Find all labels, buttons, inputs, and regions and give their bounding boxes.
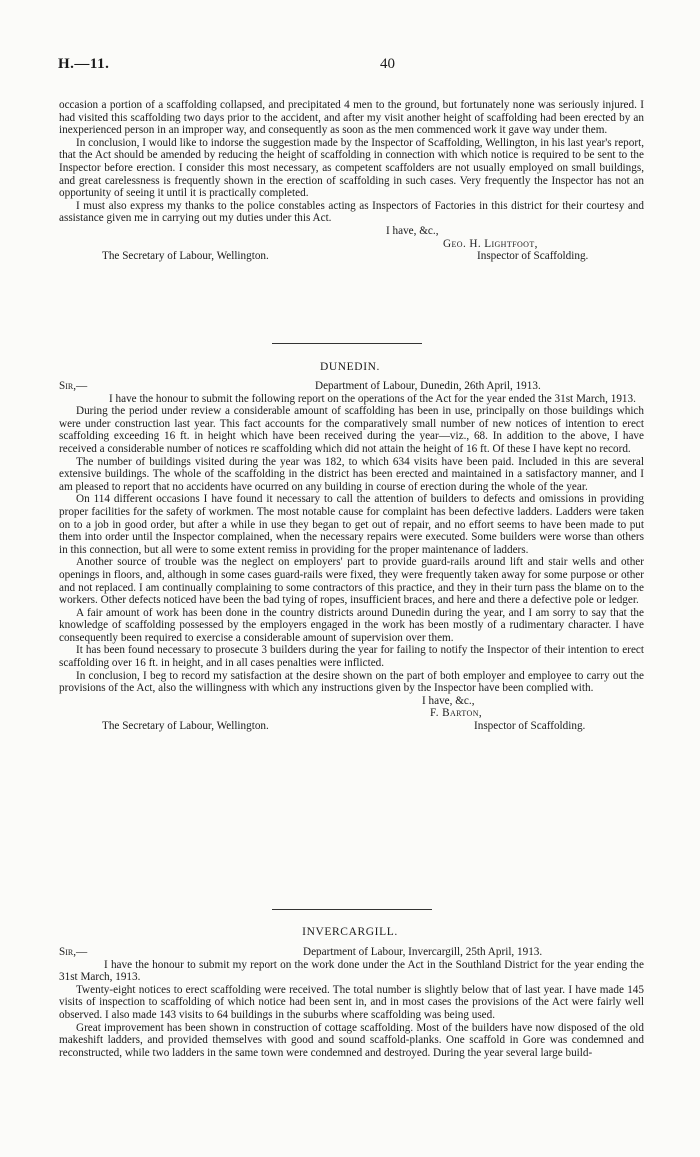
paragraph: Another source of trouble was the neglect on employers' part to provide guard-rails around lift and stair wells and other openings in floors, and, although in some cases guard-rails were fixed, they were frequently taken away for some purpose or other and not replaced. I am continually complaining to some contractors of this practice, and they in their turn pass the blame on to the workers. Other defects noticed have been the bad tying of ropes, insufficient braces, and here and there a defective pole or ledger. <box>59 556 644 607</box>
dateline: Department of Labour, Dunedin, 26th April, 1913. <box>315 380 541 392</box>
section-heading-invercargill: INVERCARGILL. <box>302 926 398 938</box>
page-header <box>58 58 648 78</box>
section-divider <box>272 343 422 344</box>
paragraph: occasion a portion of a scaffolding collapsed, and precipitated 4 men to the ground, but fortunately none was seriously injured. I had visited this scaffolding two days prior to the accident, and after my visit another height of scaffolding had been erected by an inexperienced person in an improper way, and consequently as soon as the men commenced work it gave way under them. <box>59 99 644 137</box>
paragraph: On 114 different occasions I have found it necessary to call the attention of builders to defects and omissions in providing proper facilities for the safety of workmen. The most notable cause for complaint has been defective ladders. Ladders were taken on to a job in good order, but after a while in use they began to get out of repair, and no effort seems to have been made to put them into order until the Inspector complained, when the necessary repairs were executed. Some builders were worse than others in this connection, but all were to some extent remiss in providing for the proper maintenance of ladders. <box>59 493 644 556</box>
signatory: Geo. H. Lightfoot, <box>443 237 538 250</box>
paragraph: The number of buildings visited during the year was 182, to which 634 visits have been paid. Included in this are several extensive buildings. The whole of the scaffolding in the district has been erected and maintained in a satisfactory manner, and I am pleased to report that no accidents have ocurred on any building in course of erection during the whole of the year. <box>59 455 644 493</box>
closing: I have, &c., <box>422 694 475 707</box>
section-divider <box>272 909 432 910</box>
closing: I have, &c., <box>386 224 439 237</box>
closing-line <box>59 695 644 708</box>
signature-line <box>59 238 644 251</box>
signatory-title: Inspector of Scaffolding. <box>477 250 589 263</box>
paragraph: I have the honour to submit the following report on the operations of the Act for the year ended the 31st March, 1913. <box>109 392 636 405</box>
paragraph: In conclusion, I beg to record my satisfaction at the desire shown on the part of both employer and employee to carry out the provisions of the Act, also the willingness with which any instructions given by the Inspector have been complied with. <box>59 669 644 695</box>
section-heading-dunedin: DUNEDIN. <box>319 361 381 373</box>
paragraph: I must also express my thanks to the police constables acting as Inspectors of Factories in this district for their courtesy and assistance given me in carrying out my duties under this Act. <box>59 199 644 225</box>
salutation-line <box>59 946 644 959</box>
addressee: The Secretary of Labour, Wellington. <box>102 250 269 263</box>
salutation: Sir,— <box>59 380 88 392</box>
page-number: 40 <box>380 56 395 72</box>
salutation-line <box>59 380 644 393</box>
signature-line <box>59 707 644 720</box>
section-invercargill <box>59 946 644 1059</box>
section-previous-report <box>59 99 644 263</box>
paragraph: Great improvement has been shown in construction of cottage scaffolding. Most of the builders have now disposed of the old makeshift ladders, and provided themselves with good and sound scaffold-planks. One scaffold in Gore was condemned and reconstructed, while two ladders in the same town were condemned and destroyed. During the year several large build- <box>59 1021 644 1059</box>
addressee: The Secretary of Labour, Wellington. <box>102 720 269 733</box>
section-dunedin <box>59 380 644 733</box>
paragraph: I have the honour to submit my report on the work done under the Act in the Southland District for the year ending the 31st March, 1913. <box>59 958 644 984</box>
dateline: Department of Labour, Invercargill, 25th April, 1913. <box>303 946 543 958</box>
paragraph: It has been found necessary to prosecute 3 builders during the year for failing to notify the Inspector of their intention to erect scaffolding over 16 ft. in height, and in all cases penalties were inflicted. <box>59 644 644 670</box>
addressee-line <box>59 250 644 263</box>
paragraph: During the period under review a considerable amount of scaffolding has been in use, principally on those buildings which were under construction last year. This fact accounts for the comparatively small number of new notices of intention to erect scaffolding exceeding 16 ft. in height which have been received during the year—viz., 68. In addition to the above, I have received a considerable number of notices re scaffolding which did not attain the height of 16 ft. Of these I have kept no record. <box>59 405 644 455</box>
salutation: Sir,— <box>59 946 88 958</box>
paragraph: A fair amount of work has been done in the country districts around Dunedin during the year, and I am sorry to say that the knowledge of scaffolding possessed by the employers engaged in the work has been mostly of a rudimentary character. I have consequently been required to exercise a considerable amount of supervision over them. <box>59 606 644 644</box>
signatory-title: Inspector of Scaffolding. <box>474 720 586 733</box>
paragraph: Twenty-eight notices to erect scaffolding were received. The total number is slightly below that of last year. I have made 145 visits of inspection to scaffolding of which notice had been sent in, and in most cases the provisions of the Act were fairly well observed. I also made 143 visits to 64 buildings in the suburbs where scaffolding was being used. <box>59 983 644 1021</box>
closing-line <box>59 225 644 238</box>
addressee-line <box>59 720 644 733</box>
signatory: F. Barton, <box>430 707 483 720</box>
paragraph: In conclusion, I would like to indorse the suggestion made by the Inspector of Scaffolding, Wellington, in his last year's report, that the Act should be amended by reducing the height of scaffolding in connection with which notice is required to be sent to the Inspector before erection. I consider this most necessary, as competent scaffolders are not usually employed on small buildings, and great carelessness is frequently shown in the erection of scaffolding in such cases. Very frequently the Inspector has not an opportunity of seeing it until it is practically completed. <box>59 136 644 200</box>
report-reference: H.—11. <box>58 56 110 72</box>
